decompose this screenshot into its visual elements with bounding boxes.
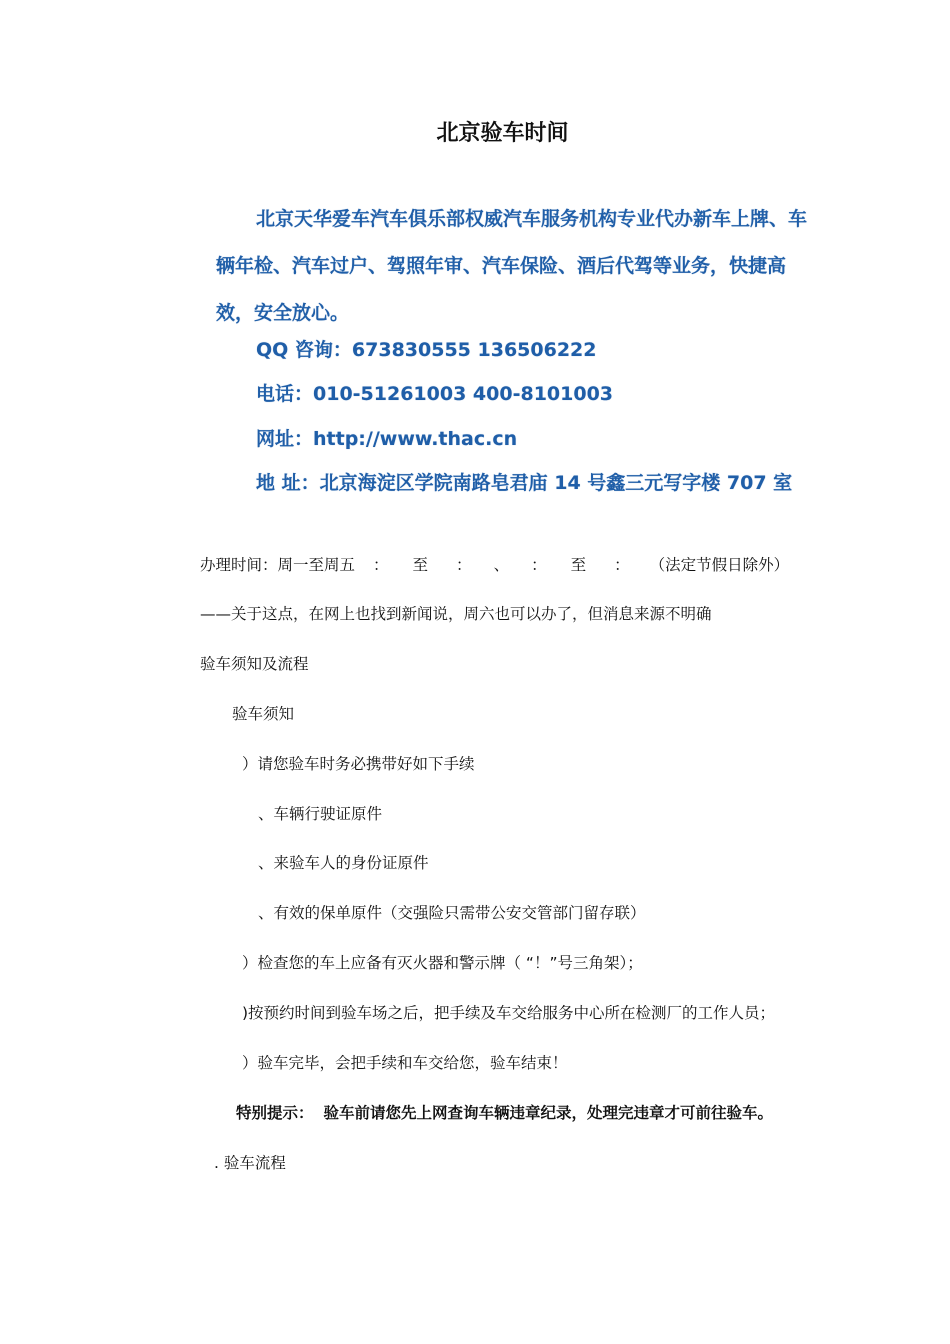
page-title: 北京验车时间 — [436, 121, 569, 146]
section-heading: 验车须知及流程 — [200, 655, 309, 673]
item-license: 、车辆行驶证原件 — [258, 805, 383, 823]
to-word: 至 — [412, 556, 429, 574]
saturday-note: ——关于这点，在网上也找到新闻说，周六也可以办了，但消息来源不明确 — [200, 605, 712, 623]
time-separator: ： — [614, 556, 630, 574]
ad-phone: 电话：010-51261003 400-8101003 — [256, 383, 614, 405]
ad-website: 网址：http://www.thac.cn — [256, 428, 518, 450]
ad-address: 地 址：北京海淀区学院南路皂君庙 14 号鑫三元写字楼 707 室 — [256, 472, 793, 494]
tip-label: 特别提示： — [236, 1104, 314, 1122]
ad-intro: 北京天华爱车汽车俱乐部权威汽车服务机构专业代办新车上牌、车辆年检、汽车过户、驾照年审、汽车保险、酒后代驾等业务，快捷高效，安全放心。 — [216, 208, 808, 324]
time-separator: ： — [373, 556, 389, 574]
office-hours-label: 办理时间：周一至周五 — [200, 556, 356, 574]
process-heading: . 验车流程 — [214, 1154, 286, 1172]
time-separator: ： — [531, 556, 547, 574]
item-arrival: )按预约时间到验车场之后，把手续及车交给服务中心所在检测厂的工作人员； — [242, 1004, 776, 1022]
holiday-note: （法定节假日除外） — [649, 556, 790, 574]
item-bring-docs: ）请您验车时务必携带好如下手续 — [242, 755, 475, 773]
office-hours — [200, 553, 789, 575]
item-id-card: 、来验车人的身份证原件 — [258, 854, 429, 872]
ad-qq: QQ 咨询：673830555 136506222 — [256, 339, 597, 361]
notice-heading: 验车须知 — [232, 705, 295, 723]
special-tip — [236, 1101, 773, 1123]
item-insurance: 、有效的保单原件（交强险只需带公安交管部门留存联） — [258, 904, 646, 922]
item-extinguisher: ）检查您的车上应备有灭火器和警示牌（ “！”号三角架）； — [242, 954, 643, 972]
comma: 、 — [493, 556, 510, 574]
item-finish: ）验车完毕，会把手续和车交给您，验车结束！ — [242, 1054, 568, 1072]
time-separator: ： — [456, 556, 472, 574]
tip-text: 验车前请您先上网查询车辆违章纪录，处理完违章才可前往验车。 — [323, 1104, 774, 1122]
to-word: 至 — [570, 556, 587, 574]
